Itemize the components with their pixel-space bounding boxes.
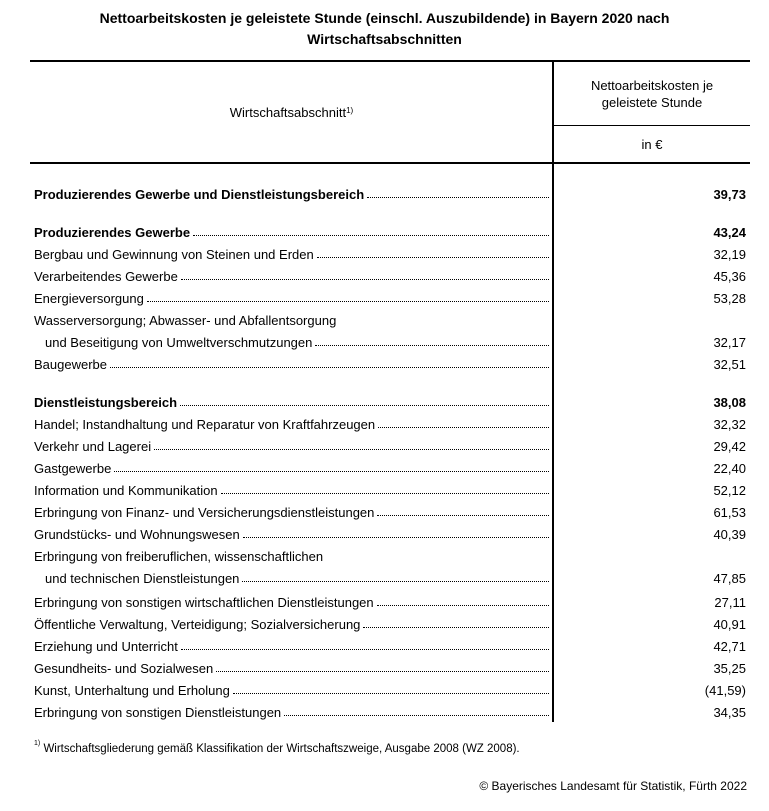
- dot-leader: [315, 344, 549, 346]
- row-label: und technischen Dienstleistungen: [34, 571, 242, 586]
- column-header-sector: [30, 62, 553, 163]
- dot-leader: [114, 470, 549, 472]
- dot-leader: [284, 714, 549, 716]
- row-label: Erbringung von sonstigen Dienstleistungen: [34, 705, 284, 720]
- table-title: [0, 8, 769, 50]
- table-row: [34, 388, 749, 410]
- table-row: [34, 432, 749, 454]
- row-label: Handel; Instandhaltung und Reparatur von Kraftfahrzeugen: [34, 417, 378, 432]
- row-value: 47,85: [713, 571, 746, 586]
- row-label: Erbringung von Finanz- und Versicherungsdienstleistungen: [34, 505, 377, 520]
- row-label: Erbringung von sonstigen wirtschaftlichen Dienstleistungen: [34, 595, 377, 610]
- row-value: 34,35: [713, 705, 746, 720]
- row-value: 40,39: [713, 527, 746, 542]
- dot-leader: [147, 300, 549, 302]
- row-value: 45,36: [713, 269, 746, 284]
- row-label: Produzierendes Gewerbe und Dienstleistungsbereich: [34, 187, 367, 202]
- dot-leader: [193, 234, 549, 236]
- row-value: 35,25: [713, 661, 746, 676]
- table-row: [34, 654, 749, 676]
- dot-leader: [377, 604, 549, 606]
- row-value: 43,24: [713, 225, 746, 240]
- table-row: [34, 588, 749, 610]
- row-value: 53,28: [713, 291, 746, 306]
- row-value: 61,53: [713, 505, 746, 520]
- row-value: 52,12: [713, 483, 746, 498]
- row-label: Wasserversorgung; Abwasser- und Abfallentsorgung: [34, 313, 339, 328]
- row-value: 32,51: [713, 357, 746, 372]
- dot-leader: [317, 256, 549, 258]
- column-header-cost-line-1: Nettoarbeitskosten je: [590, 77, 714, 93]
- table-row: [34, 454, 749, 476]
- row-value: 29,42: [713, 439, 746, 454]
- table-row: [34, 262, 749, 284]
- table-row-label-line: [34, 542, 749, 564]
- table-row-label-line: [34, 306, 749, 328]
- row-value: 27,11: [714, 595, 746, 610]
- row-label: Öffentliche Verwaltung, Verteidigung; Sozialversicherung: [34, 617, 363, 632]
- dot-leader: [181, 278, 549, 280]
- dot-leader: [154, 448, 549, 450]
- footnote-text: Wirtschaftsgliederung gemäß Klassifikation der Wirtschaftszweige, Ausgabe 2008 (WZ 2008).: [43, 742, 520, 755]
- copyright: © Bayerisches Landesamt für Statistik, Fürth 2022: [479, 779, 747, 793]
- row-label: Gesundheits- und Sozialwesen: [34, 661, 216, 676]
- row-label: und Beseitigung von Umweltverschmutzungen: [34, 335, 315, 350]
- row-value: 38,08: [713, 395, 746, 410]
- row-label: Kunst, Unterhaltung und Erholung: [34, 683, 233, 698]
- row-value: 40,91: [713, 617, 746, 632]
- row-value: 32,19: [713, 247, 746, 262]
- dot-leader: [363, 626, 549, 628]
- table-row: [34, 632, 749, 654]
- row-label: Erziehung und Unterricht: [34, 639, 181, 654]
- table-row: [34, 610, 749, 632]
- column-header-cost-line-2: geleistete Stunde: [601, 94, 703, 110]
- table-row: [34, 240, 749, 262]
- dot-leader: [242, 580, 549, 582]
- dot-leader: [233, 692, 549, 694]
- table-row: [34, 180, 749, 202]
- dot-leader: [377, 514, 549, 516]
- row-value: 32,17: [713, 335, 746, 350]
- table-row: [34, 410, 749, 432]
- row-label: Verarbeitendes Gewerbe: [34, 269, 181, 284]
- dot-leader: [180, 404, 549, 406]
- table-row: [34, 350, 749, 372]
- table-row: [34, 218, 749, 240]
- footnote-marker: 1): [346, 106, 354, 115]
- footnote-marker: 1): [34, 740, 41, 747]
- dot-leader: [221, 492, 549, 494]
- row-label: Produzierendes Gewerbe: [34, 225, 193, 240]
- row-label: Energieversorgung: [34, 291, 147, 306]
- column-header-unit: in €: [641, 137, 663, 152]
- row-label: Bergbau und Gewinnung von Steinen und Erden: [34, 247, 317, 262]
- table-row: [34, 284, 749, 306]
- table-row: [34, 476, 749, 498]
- dot-leader: [181, 648, 549, 650]
- dot-leader: [378, 426, 549, 428]
- row-label: Dienstleistungsbereich: [34, 395, 180, 410]
- table-row: [34, 520, 749, 542]
- dot-leader: [110, 366, 549, 368]
- row-label: Erbringung von freiberuflichen, wissenschaftlichen: [34, 549, 326, 564]
- dot-leader: [243, 536, 549, 538]
- table-row: [34, 328, 749, 350]
- row-value: 42,71: [713, 639, 746, 654]
- table-row: [34, 698, 749, 720]
- footnote: [34, 742, 520, 755]
- row-value: 39,73: [713, 187, 746, 202]
- dot-leader: [216, 670, 549, 672]
- row-label: Verkehr und Lagerei: [34, 439, 154, 454]
- dot-leader: [367, 196, 549, 198]
- column-header-sector-label: Wirtschaftsabschnitt: [229, 105, 347, 120]
- row-label: Grundstücks- und Wohnungswesen: [34, 527, 243, 542]
- title-line-1: Nettoarbeitskosten je geleistete Stunde (einschl. Auszubildende) in Bayern 2020 nach: [99, 10, 670, 26]
- row-label: Information und Kommunikation: [34, 483, 221, 498]
- table-row: [34, 498, 749, 520]
- row-label: Baugewerbe: [34, 357, 110, 372]
- row-label: Gastgewerbe: [34, 461, 114, 476]
- column-header-cost: [555, 62, 749, 125]
- table-row: [34, 564, 749, 586]
- row-value: 22,40: [713, 461, 746, 476]
- row-value: 32,32: [713, 417, 746, 432]
- table-row: [34, 676, 749, 698]
- title-line-2: Wirtschaftsabschnitten: [307, 31, 462, 47]
- row-value: (41,59): [704, 683, 746, 698]
